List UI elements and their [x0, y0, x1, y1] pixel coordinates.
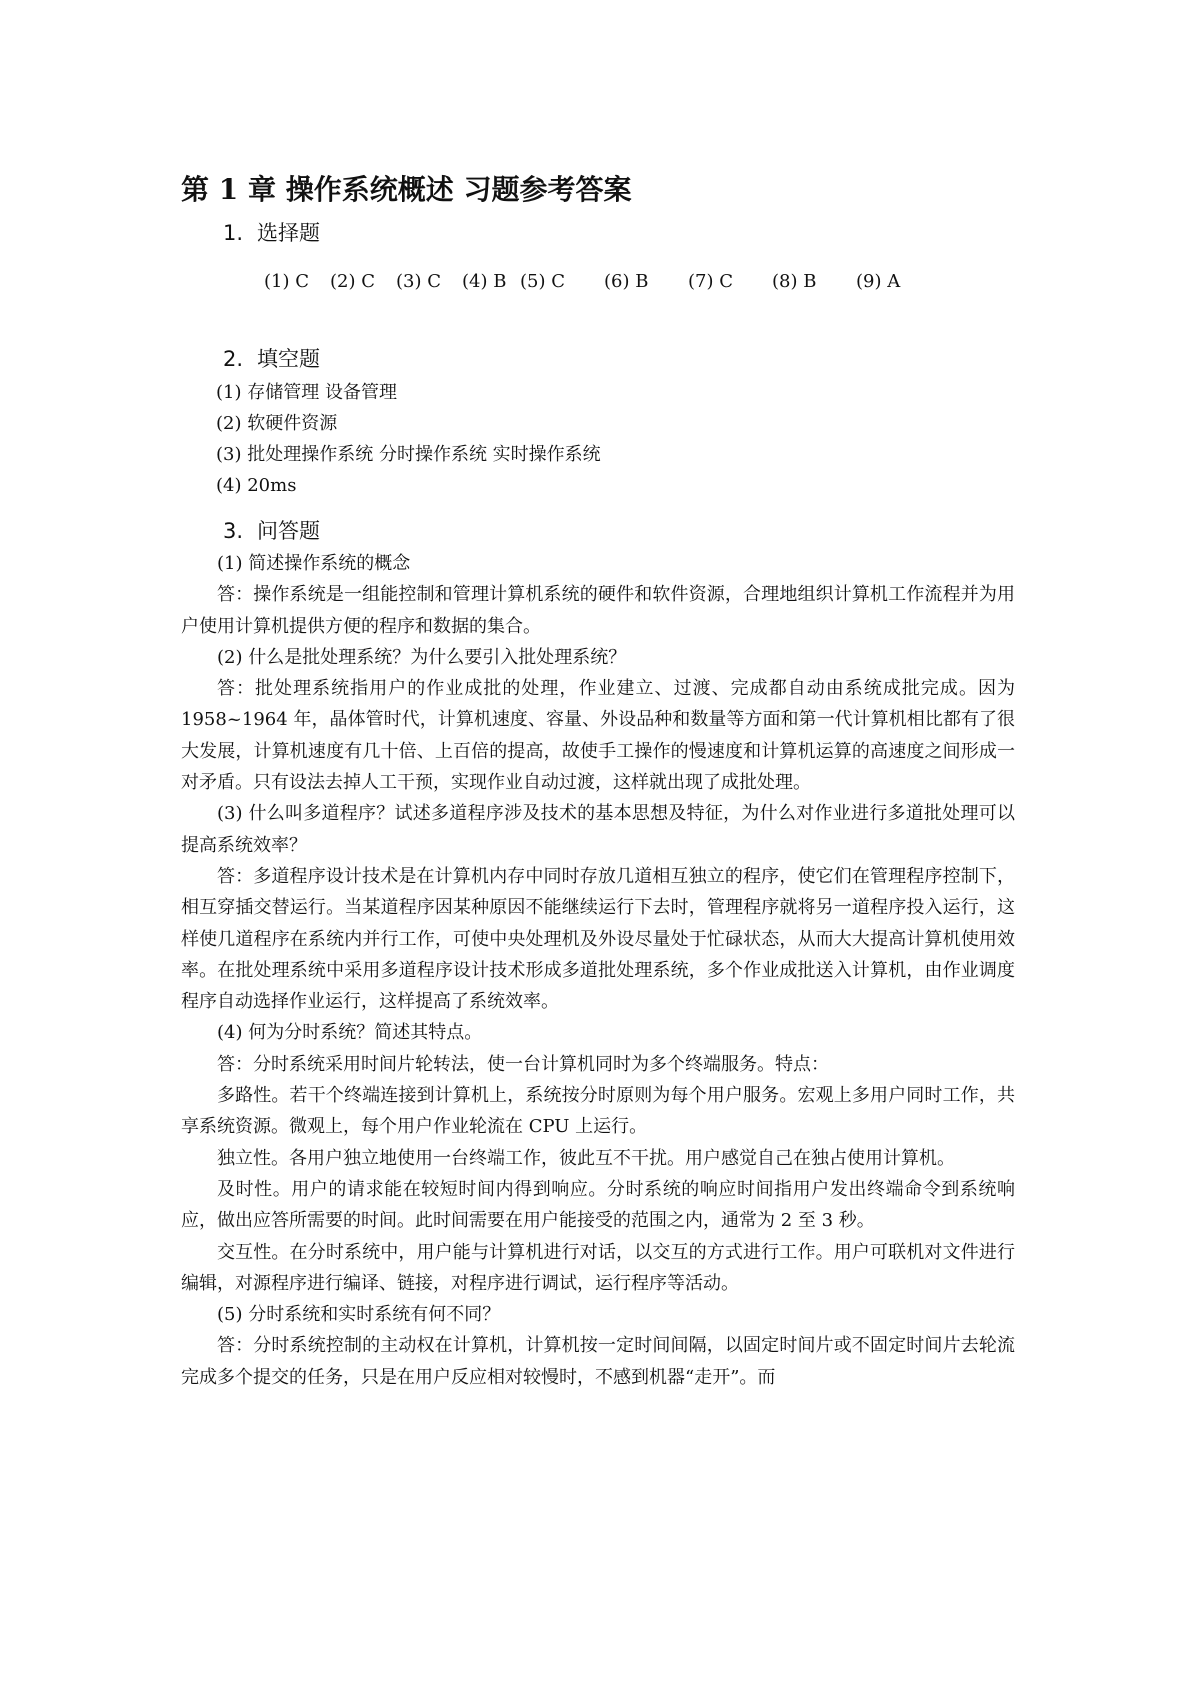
section-title: 问答题 [257, 519, 321, 543]
fill-answer: (3) 批处理操作系统 分时操作系统 实时操作系统 [216, 444, 601, 465]
answer-text: 答：分时系统控制的主动权在计算机，计算机按一定时间间隔，以固定时间片或不固定时间片去轮流完成多个提交的任务，只是在用户反应相对较慢时，不感到机器“走开”。而 [181, 1335, 1015, 1388]
fill-answer: (4) 20ms [216, 475, 297, 496]
answer-text: 答：操作系统是一组能控制和管理计算机系统的硬件和软件资源，合理地组织计算机工作流程并为用户使用计算机提供方便的程序和数据的集合。 [181, 584, 1015, 637]
section-number: 3. [223, 519, 244, 543]
fill-answer: (2) 软硬件资源 [216, 413, 338, 434]
question-text: (5) 分时系统和实时系统有何不同？ [217, 1304, 501, 1326]
feature-text: 独立性。各用户独立地使用一台终端工作，彼此互不干扰。用户感觉自己在独占使用计算机。 [217, 1147, 955, 1169]
feature-text: 多路性。若干个终端连接到计算机上，系统按分时原则为每个用户服务。宏观上多用户同时工作，共享系统资源。微观上，每个用户作业轮流在 CPU 上运行。 [181, 1085, 1015, 1138]
answer-text: 答：分时系统采用时间片轮转法，使一台计算机同时为多个终端服务。特点： [217, 1053, 829, 1075]
fill-answer: (1) 存储管理 设备管理 [216, 382, 397, 403]
choice-answer: (8) B [772, 271, 817, 292]
qa-content [181, 548, 1015, 1393]
feature-text: 及时性。用户的请求能在较短时间内得到响应。分时系统的响应时间指用户发出终端命令到系统响应，做出应答所需要的时间。此时间需要在用户能接受的范围之内，通常为 2 至 3 秒。 [181, 1178, 1015, 1232]
choice-answer: (2) C [330, 271, 375, 292]
chapter-title: 第 1 章 操作系统概述 习题参考答案 [181, 173, 632, 206]
answer-text: 答：多道程序设计技术是在计算机内存中同时存放几道相互独立的程序，使它们在管理程序控制下，相互穿插交替运行。当某道程序因某种原因不能继续运行下去时，管理程序就将另一道程序投入运行，这样使几道程序在系统内并行工作，可使中央处理机及外设尽量处于忙碌状态，从而大大提高计算机使用效率。在批处理系统中采用多道程序设计技术形成多道批处理系统，多个作业成批送入计算机，由作业调度程序自动选择作业运行，这样提高了系统效率。 [181, 865, 1015, 1013]
choice-answer: (9) A [856, 271, 901, 292]
section-title: 选择题 [257, 221, 321, 245]
section-number: 2. [223, 347, 244, 371]
choice-answer: (4) B [462, 271, 507, 292]
section-heading-fill [223, 344, 320, 374]
question-text: (3) 什么叫多道程序？试述多道程序涉及技术的基本思想及特征，为什么对作业进行多道批处理可以提高系统效率？ [181, 803, 1015, 856]
question-text: (4) 何为分时系统？简述其特点。 [217, 1022, 483, 1044]
choice-answer: (6) B [604, 271, 649, 292]
choice-answer: (7) C [688, 271, 733, 292]
choice-answer: (1) C [264, 271, 309, 292]
feature-text: 交互性。在分时系统中，用户能与计算机进行对话，以交互的方式进行工作。用户可联机对文件进行编辑，对源程序进行编译、链接，对程序进行调试，运行程序等活动。 [181, 1241, 1015, 1294]
answer-text: 答：批处理系统指用户的作业成批的处理，作业建立、过渡、完成都自动由系统成批完成。因为 1958~1964 年，晶体管时代，计算机速度、容量、外设品种和数量等方面和第一代计算机相比都有了很大发展，计算机速度有几十倍、上百倍的提高，故使手工操作的慢速度和计算机运算的高速度之间形成一对矛盾。只有设法去掉人工干预，实现作业自动过渡，这样就出现了成批处理。 [181, 678, 1015, 794]
question-text: (1) 简述操作系统的概念 [217, 553, 411, 574]
question-text: (2) 什么是批处理系统？为什么要引入批处理系统？ [217, 646, 627, 668]
section-title: 填空题 [257, 347, 321, 371]
choice-answer: (3) C [396, 271, 441, 292]
section-number: 1. [223, 221, 244, 245]
section-heading-qa [223, 516, 320, 546]
choice-answers [264, 268, 964, 296]
choice-answer: (5) C [520, 271, 565, 292]
section-heading-choice [223, 218, 320, 248]
